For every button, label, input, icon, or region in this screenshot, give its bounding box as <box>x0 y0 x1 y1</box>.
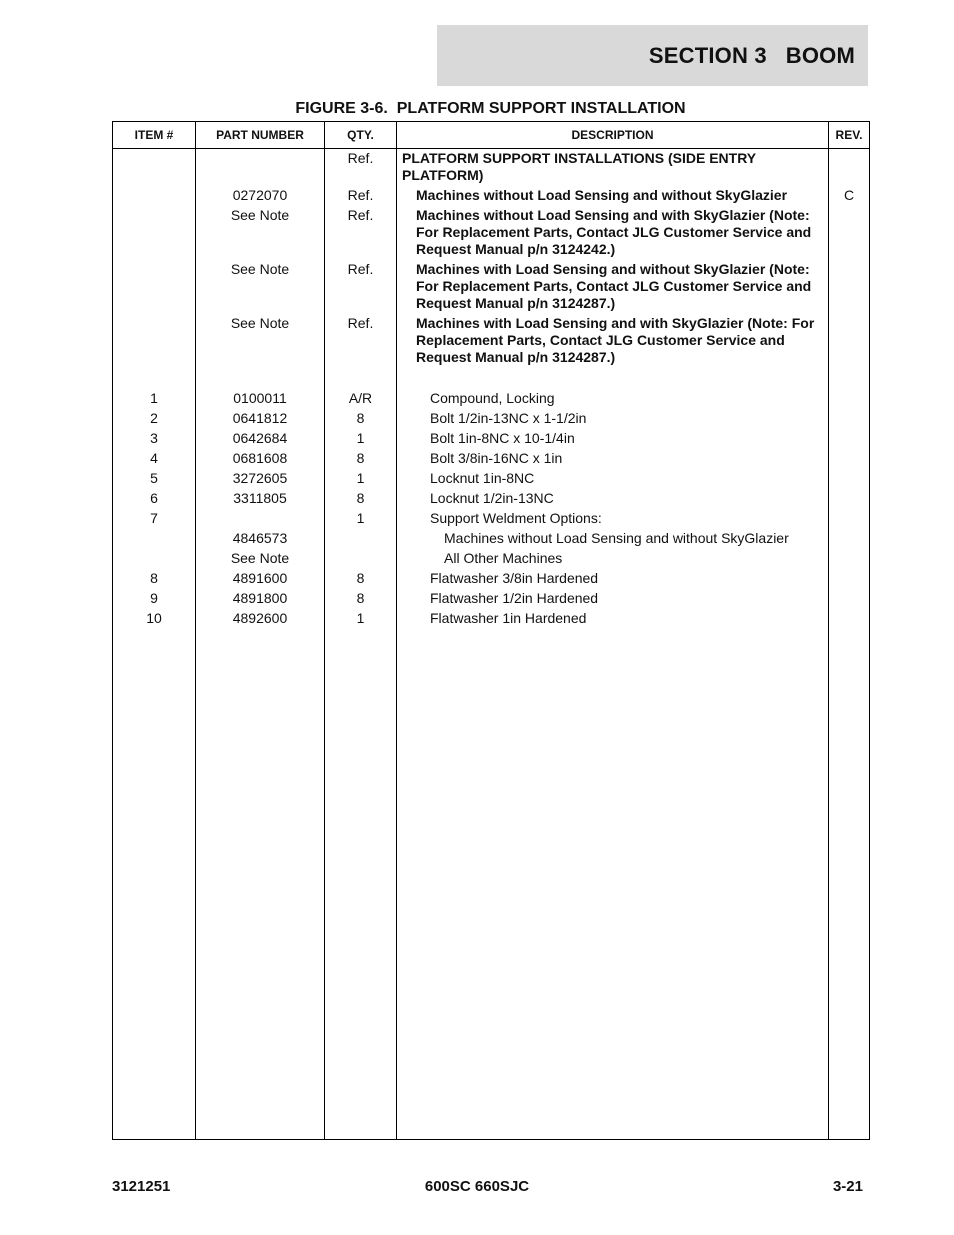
description-cell: Bolt 1/2in-13NC x 1-1/2in <box>430 410 587 426</box>
table-row <box>113 450 869 467</box>
description-cell: Machines without Load Sensing and without SkyGlazier <box>416 187 788 203</box>
description-cell: Flatwasher 1in Hardened <box>430 610 587 626</box>
qty-cell: Ref. <box>347 187 374 203</box>
item-cell: 4 <box>150 450 158 466</box>
item-cell: 10 <box>146 610 162 626</box>
item-cell: 2 <box>150 410 158 426</box>
table-row <box>113 470 869 487</box>
table-row <box>113 315 869 366</box>
qty-cell: Ref. <box>347 261 374 277</box>
table-row <box>113 510 869 527</box>
qty-cell: 1 <box>356 610 365 626</box>
qty-cell: 8 <box>356 450 365 466</box>
description-cell: All Other Machines <box>444 550 563 566</box>
table-row <box>113 150 869 184</box>
header-rev: REV. <box>835 128 863 142</box>
part-number-cell: 4891600 <box>232 570 288 586</box>
description-cell: Machines without Load Sensing and without SkyGlazier <box>444 530 789 546</box>
item-cell: 9 <box>150 590 158 606</box>
description-cell: Support Weldment Options: <box>430 510 602 526</box>
table-row <box>113 261 869 312</box>
item-cell: 1 <box>150 390 158 406</box>
part-number-cell: 4891800 <box>232 590 288 606</box>
part-number-cell: 0642684 <box>232 430 288 446</box>
parts-table <box>112 121 870 1140</box>
qty-cell: A/R <box>348 390 373 406</box>
qty-cell: Ref. <box>347 315 374 331</box>
item-cell: 6 <box>150 490 158 506</box>
table-row <box>113 187 869 204</box>
description-cell: PLATFORM SUPPORT INSTALLATIONS (SIDE ENTRY PLATFORM) <box>402 150 756 183</box>
item-cell: 8 <box>150 570 158 586</box>
qty-cell: Ref. <box>347 150 374 166</box>
item-cell: 3 <box>150 430 158 446</box>
qty-cell: 8 <box>356 490 365 506</box>
header-part-number: PART NUMBER <box>216 128 304 142</box>
part-number-cell: 3272605 <box>232 470 288 486</box>
rev-cell: C <box>843 187 855 203</box>
qty-cell: 1 <box>356 470 365 486</box>
table-row <box>113 410 869 427</box>
qty-cell: 8 <box>356 570 365 586</box>
table-row <box>113 590 869 607</box>
description-cell: Bolt 1in-8NC x 10-1/4in <box>430 430 575 446</box>
table-row <box>113 430 869 447</box>
description-cell: Flatwasher 3/8in Hardened <box>430 570 599 586</box>
description-cell: Machines with Load Sensing and without SkyGlazier (Note: For Replacement Parts, Contact JLG Customer Service and Request Manual p/n 3124287.) <box>416 261 812 311</box>
description-cell: Machines without Load Sensing and with SkyGlazier (Note: For Replacement Parts, Contact JLG Customer Service and Request Manual p/n 3124242.) <box>416 207 812 257</box>
description-cell: Locknut 1in-8NC <box>430 470 535 486</box>
part-number-cell: 4846573 <box>232 530 288 546</box>
header-qty: QTY. <box>347 128 374 142</box>
table-row <box>113 570 869 587</box>
footer-doc-number: 3121251 <box>112 1178 171 1195</box>
part-number-cell: See Note <box>230 261 290 277</box>
qty-cell: 8 <box>356 590 365 606</box>
description-cell: Machines with Load Sensing and with SkyGlazier (Note: For Replacement Parts, Contact JLG Customer Service and Request Manual p/n 3124287.) <box>416 315 815 365</box>
section-title: SECTION 3 BOOM <box>648 42 855 68</box>
description-cell: Flatwasher 1/2in Hardened <box>430 590 599 606</box>
header-description: DESCRIPTION <box>571 128 654 142</box>
section-banner <box>437 25 868 86</box>
footer-page-number: 3-21 <box>832 1178 863 1195</box>
footer-model: 600SC 660SJC <box>424 1178 530 1195</box>
table-row <box>113 550 869 567</box>
table-row <box>113 207 869 258</box>
table-row <box>113 390 869 407</box>
part-number-cell: 0272070 <box>232 187 288 203</box>
part-number-cell: 0641812 <box>232 410 288 426</box>
item-cell: 7 <box>150 510 158 526</box>
qty-cell: 8 <box>356 410 365 426</box>
item-cell: 5 <box>150 470 158 486</box>
table-header <box>113 122 869 149</box>
part-number-cell: 4892600 <box>232 610 288 626</box>
table-row <box>113 530 869 547</box>
qty-cell: Ref. <box>347 207 374 223</box>
description-cell: Compound, Locking <box>430 390 555 406</box>
description-cell: Bolt 3/8in-16NC x 1in <box>430 450 563 466</box>
figure-title: FIGURE 3-6. PLATFORM SUPPORT INSTALLATION <box>295 100 686 117</box>
table-row <box>113 490 869 507</box>
table-row <box>113 610 869 627</box>
qty-cell: 1 <box>356 430 365 446</box>
part-number-cell: 0681608 <box>232 450 288 466</box>
part-number-cell: 3311805 <box>233 490 287 506</box>
part-number-cell: 0100011 <box>233 390 287 406</box>
description-cell: Locknut 1/2in-13NC <box>430 490 554 506</box>
qty-cell: 1 <box>356 510 365 526</box>
part-number-cell: See Note <box>230 315 290 331</box>
header-item: ITEM # <box>134 128 174 142</box>
part-number-cell: See Note <box>230 207 290 223</box>
part-number-cell: See Note <box>230 550 290 566</box>
